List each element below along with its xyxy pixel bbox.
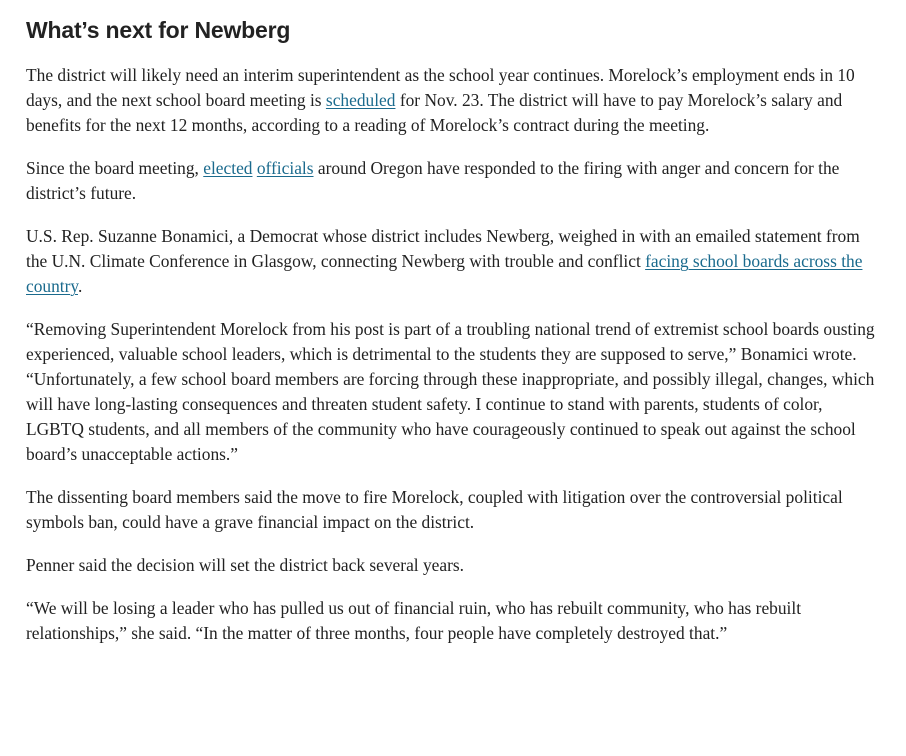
- elected-link[interactable]: elected: [203, 158, 253, 178]
- paragraph-bonamici-quote: “Removing Superintendent Morelock from his post is part of a troubling national trend of extremist school boards ousting experienced, valuable school leaders, which is detrimental to the students they are supposed to serve,” Bonamici wrote. “Unfortunately, a few school board members are forcing through these inappropriate, and possibly illegal, changes, which will have long-lasting consequences and threaten student safety. I continue to stand with parents, students of color, LGBTQ students, and all members of the community who have courageously continued to speak out against the school board’s unacceptable actions.”: [26, 319, 875, 464]
- school-boards-link[interactable]: facing school boards across the country: [26, 251, 863, 296]
- paragraph-text: Since the board meeting,: [26, 158, 204, 178]
- paragraph-penner: Penner said the decision will set the district back several years.: [26, 555, 465, 575]
- paragraph-penner-quote: “We will be losing a leader who has pulled us out of financial ruin, who has rebuilt community, who has rebuilt relationships,” she said. “In the matter of three months, four people have completely destroyed that.”: [26, 598, 802, 643]
- paragraph-interim-superintendent: [26, 63, 876, 138]
- paragraph-financial-impact: The dissenting board members said the move to fire Morelock, coupled with litigation over the controversial political symbols ban, could have a grave financial impact on the district.: [26, 487, 843, 532]
- paragraph-text: for Nov. 23. The district will have to pay Morelock’s salary and benefits for the next 12 months, according to a reading of Morelock’s contract during the meeting.: [26, 90, 843, 135]
- paragraph-bonamici-statement: [26, 224, 876, 299]
- paragraph-text: .: [78, 276, 83, 296]
- officials-link[interactable]: officials: [256, 158, 314, 178]
- paragraph-text: The district will likely need an interim superintendent as the school year continues. Morelock’s employment ends in 10 days, and the next school board meeting is: [26, 65, 855, 110]
- paragraph-text: U.S. Rep. Suzanne Bonamici, a Democrat whose district includes Newberg, weighed in with an emailed statement from the U.N. Climate Conference in Glasgow, connecting Newberg with trouble and conflict: [26, 226, 860, 271]
- paragraph-officials-responded: [26, 156, 876, 206]
- scheduled-link[interactable]: scheduled: [325, 90, 396, 110]
- section-heading: What’s next for Newberg: [26, 17, 291, 43]
- article-body: [26, 14, 876, 664]
- paragraph-text: around Oregon have responded to the firing with anger and concern for the district’s future.: [26, 158, 840, 203]
